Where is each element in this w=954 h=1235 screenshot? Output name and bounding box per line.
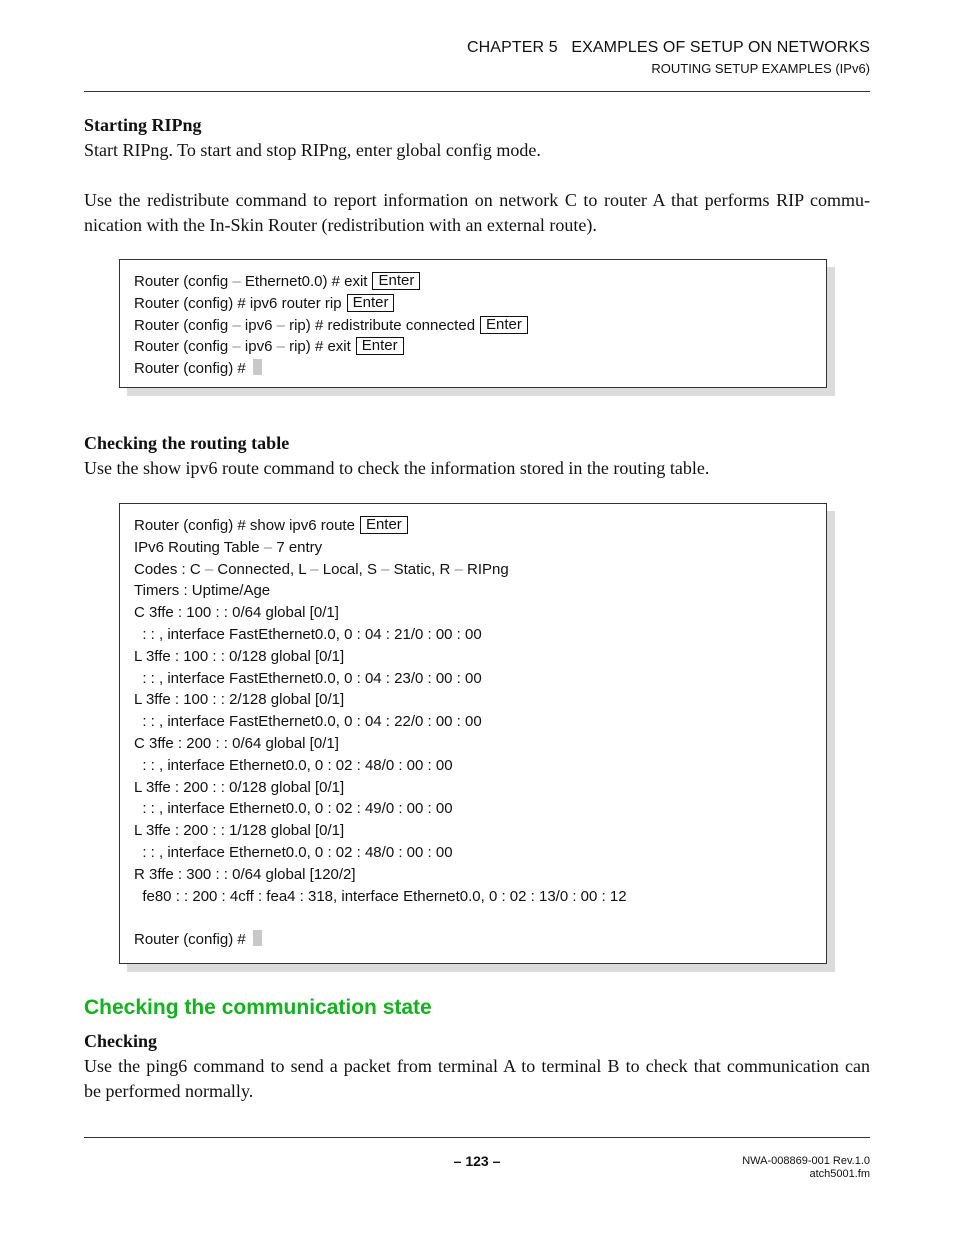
- route-line: L 3ffe : 100 : : 0/128 global [0/1]: [134, 647, 345, 665]
- console-text: Ethernet0.0) # exit: [240, 273, 368, 290]
- console-dash: –: [204, 560, 214, 578]
- route-line: : : , interface FastEthernet0.0, 0 : 04 : 23/0 : 00 : 00: [134, 669, 482, 687]
- console-dash: –: [276, 316, 285, 334]
- console-line: [134, 358, 528, 380]
- console-text: Connected, L: [213, 560, 311, 578]
- console-lines: [134, 271, 528, 380]
- console-dash: –: [276, 338, 285, 356]
- route-line: : : , interface Ethernet0.0, 0 : 02 : 48/0 : 00 : 00: [134, 756, 453, 774]
- console-dash: –: [381, 560, 390, 578]
- console-text: Codes : C: [134, 560, 205, 578]
- route-line: L 3ffe : 200 : : 0/128 global [0/1]: [134, 778, 345, 796]
- enter-key: Enter: [360, 516, 408, 534]
- console-line: [134, 559, 627, 581]
- doc-file: atch5001.fm: [809, 1168, 870, 1180]
- console-text: Router (config: [134, 338, 233, 356]
- console-text: Local, S: [318, 560, 382, 578]
- enter-key: Enter: [372, 272, 420, 290]
- console-text: Static, R: [389, 560, 455, 578]
- route-line: fe80 : : 200 : 4cff : fea4 : 318, interface Ethernet0.0, 0 : 02 : 13/0 : 00 : 12: [134, 887, 627, 905]
- console-dash: –: [263, 538, 273, 556]
- console-text: Timers : Uptime/Age: [134, 582, 271, 600]
- section-header: ROUTING SETUP EXAMPLES (IPv6): [651, 61, 870, 76]
- console-line: [134, 293, 528, 315]
- header-rule: [84, 91, 870, 92]
- route-line: C 3ffe : 100 : : 0/64 global [0/1]: [134, 604, 339, 622]
- route-line: L 3ffe : 100 : : 2/128 global [0/1]: [134, 691, 345, 709]
- console-text: rip) # redistribute connected: [284, 316, 476, 334]
- para-show-ipv6-route: Use the show ipv6 route command to check the information stored in the routing table.: [84, 458, 710, 478]
- enter-key: Enter: [356, 337, 404, 355]
- heading-checking-routing-table: Checking the routing table: [84, 433, 290, 453]
- heading-checking: Checking: [84, 1031, 158, 1051]
- enter-key: Enter: [347, 294, 395, 312]
- console-text: Router (config) # ipv6 router rip: [134, 294, 342, 312]
- console-text: ipv6: [240, 316, 277, 334]
- console-text: 7 entry: [272, 538, 323, 556]
- enter-key: Enter: [480, 316, 528, 334]
- route-line: R 3ffe : 300 : : 0/64 global [120/2]: [134, 865, 356, 883]
- console-text: RIPng: [462, 560, 509, 578]
- console-lines: [134, 515, 627, 951]
- page-number: – 123 –: [453, 1153, 501, 1169]
- console-blank-line: [134, 907, 627, 929]
- route-line: : : , interface Ethernet0.0, 0 : 02 : 49/0 : 00 : 00: [134, 800, 453, 818]
- console-text: ipv6: [240, 338, 277, 356]
- console-text: IPv6 Routing Table: [134, 538, 264, 556]
- console-text: Router (config: [134, 273, 233, 290]
- para-start-ripng: Start RIPng. To start and stop RIPng, enter global config mode.: [84, 140, 541, 160]
- console-dash: –: [232, 316, 241, 334]
- console-dash: –: [310, 560, 319, 578]
- cursor-block: [253, 359, 262, 375]
- doc-revision: NWA-008869-001 Rev.1.0: [742, 1155, 870, 1167]
- console-frame: [119, 259, 827, 388]
- para-ping6-line2: be performed normally.: [84, 1081, 254, 1101]
- console-line: [134, 515, 627, 537]
- chapter-header: CHAPTER 5 EXAMPLES OF SETUP ON NETWORKS: [467, 39, 870, 56]
- console-prompt: Router (config) #: [134, 931, 246, 949]
- para-ping6-line1: Use the ping6 command to send a packet from terminal A to terminal B to check that communication can: [84, 1056, 870, 1076]
- console-line: [134, 929, 627, 951]
- para-redistribute-line1: Use the redistribute command to report information on network C to router A that performs RIP commu-: [84, 190, 870, 210]
- console-text: rip) # exit: [284, 338, 351, 356]
- console-dash: –: [232, 273, 241, 290]
- console-text: Router (config: [134, 316, 233, 334]
- route-line: : : , interface FastEthernet0.0, 0 : 04 : 21/0 : 00 : 00: [134, 625, 482, 643]
- route-line: L 3ffe : 200 : : 1/128 global [0/1]: [134, 822, 345, 840]
- console-prompt: Router (config) #: [134, 360, 246, 378]
- route-line: : : , interface FastEthernet0.0, 0 : 04 : 22/0 : 00 : 00: [134, 713, 482, 731]
- console-frame: [119, 503, 827, 964]
- para-redistribute-line2: nication with the In-Skin Router (redistribution with an external route).: [84, 215, 597, 235]
- console-box-ripng: [119, 259, 835, 396]
- console-line: [134, 315, 528, 337]
- footer-rule: [84, 1137, 870, 1138]
- route-line: C 3ffe : 200 : : 0/64 global [0/1]: [134, 734, 339, 752]
- console-line: [134, 336, 528, 358]
- console-dash: –: [454, 560, 463, 578]
- console-dash: –: [232, 338, 241, 356]
- document-id: [742, 1155, 870, 1181]
- heading-starting-ripng: Starting RIPng: [84, 115, 202, 135]
- console-line: [134, 580, 627, 602]
- console-line: [134, 271, 528, 293]
- console-box-routing-table: [119, 503, 835, 972]
- console-text: Router (config) # show ipv6 route: [134, 517, 355, 534]
- heading-communication-state: Checking the communication state: [84, 996, 432, 1019]
- route-line: : : , interface Ethernet0.0, 0 : 02 : 48/0 : 00 : 00: [134, 843, 453, 861]
- cursor-block: [253, 930, 262, 946]
- console-line: [134, 537, 627, 559]
